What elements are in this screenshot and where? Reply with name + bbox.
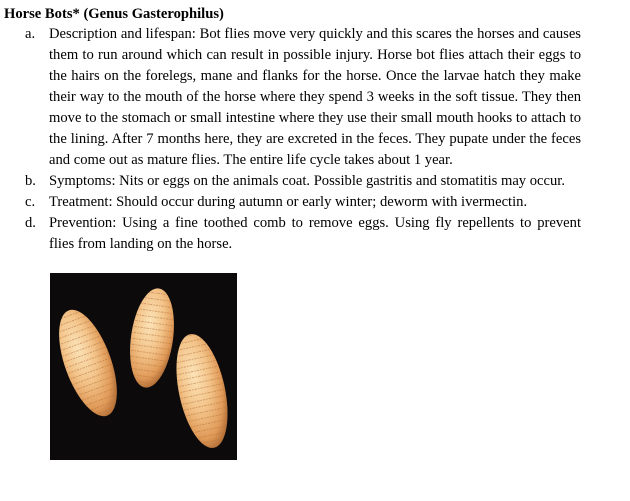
list-marker: d. xyxy=(25,215,36,231)
list-item-text: Treatment: Should occur during autumn or early winter; deworm with ivermectin. xyxy=(49,194,528,210)
info-list xyxy=(0,24,630,255)
section-heading: Horse Bots* (Genus Gasterophilus) xyxy=(4,6,224,22)
list-item-text: Symptoms: Nits or eggs on the animals coat. Possible gastritis and stomatitis may occur. xyxy=(49,173,566,189)
bot-fly-larvae-photo xyxy=(50,273,237,460)
list-item-text: Description and lifespan: Bot flies move very quickly and this scares the horses and causes them to run around which can result in possible injury. Horse bot flies attach their eggs to the hairs on the forelegs, mane and flanks for the horse. Once the larvae hatch they make their way to the mouth of the horse where they spend 3 weeks in the soft tissue. They then move to the stomach or small intestine where they use their small mouth hooks to attach to the lining. After 7 months here, they are excreted in the feces. They pupate under the feces and come out as mature flies. The entire life cycle takes about 1 year. xyxy=(49,26,581,168)
larvae-illustration xyxy=(50,273,237,460)
list-item-symptoms xyxy=(0,171,581,192)
list-item-text: Prevention: Using a fine toothed comb to remove eggs. Using fly repellents to prevent flies from landing on the horse. xyxy=(49,215,581,252)
list-item-prevention xyxy=(0,213,581,255)
list-item-treatment xyxy=(0,192,581,213)
list-marker: a. xyxy=(25,26,36,42)
list-marker: c. xyxy=(25,194,36,210)
list-marker: b. xyxy=(25,173,36,189)
list-item-description xyxy=(0,24,581,171)
